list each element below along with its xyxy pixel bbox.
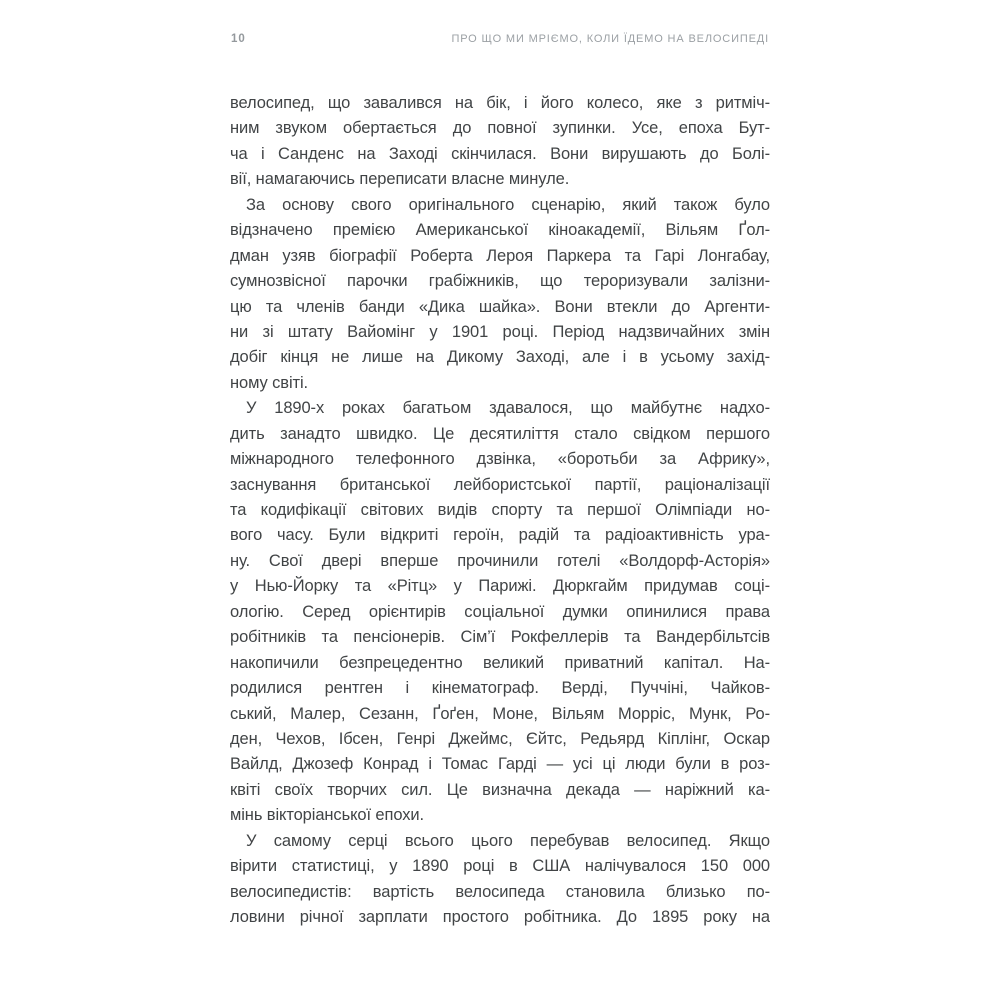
text-line: ський, Малер, Сезанн, Ґоґен, Моне, Вільям Морріс, Мунк, Ро- xyxy=(230,704,770,723)
text-line: сумнозвісної парочки грабіжників, що тероризували залізни- xyxy=(230,272,770,291)
text-line: У самому серці всього цього перебував велосипед. Якщо xyxy=(246,831,770,850)
text-line: робітників та пенсіонерів. Сім’ї Рокфеллерів та Вандербільтсів xyxy=(230,628,770,647)
text-line: добіг кінця не лише на Дикому Заході, але і в усьому захід- xyxy=(230,348,770,367)
text-line: дман узяв біографії Роберта Лероя Паркера та Гарі Лонгабау, xyxy=(230,246,770,265)
text-line: вії, намагаючись переписати власне минуле. xyxy=(230,170,570,189)
text-line: у Нью-Йорку та «Рітц» у Парижі. Дюркгайм придумав соці- xyxy=(230,577,770,596)
text-line: У 1890-х роках багатьом здавалося, що майбутнє надхо- xyxy=(246,399,770,418)
text-line: ден, Чехов, Ібсен, Генрі Джеймс, Єйтс, Редьярд Кіплінг, Оскар xyxy=(230,729,770,748)
running-header: ПРО ЩО МИ МРІЄМО, КОЛИ ЇДЕМО НА ВЕЛОСИПЕДІ xyxy=(451,33,769,45)
text-line: ловини річної зарплати простого робітника. До 1895 року на xyxy=(230,908,770,926)
text-line: вірити статистиці, у 1890 році в США налічувалося 150 000 xyxy=(230,857,770,876)
text-line: велосипедистів: вартість велосипеда становила близько по- xyxy=(230,882,770,901)
text-line: заснування британської лейбористської партії, раціоналізації xyxy=(230,475,770,494)
text-line: накопичили безпрецедентно великий приватний капітал. На- xyxy=(230,653,770,672)
text-line: Вайлд, Джозеф Конрад і Томас Гарді — усі ці люди були в роз- xyxy=(230,755,770,774)
text-line: міжнародного телефонного дзвінка, «боротьби за Африку», xyxy=(230,450,770,469)
text-line: та кодифікації світових видів спорту та першої Олімпіади но- xyxy=(230,501,770,519)
text-line: цю та членів банди «Дика шайка». Вони втекли до Аргенти- xyxy=(230,297,770,316)
text-line: родилися рентген і кінематограф. Верді, Пуччіні, Чайков- xyxy=(230,679,770,698)
text-line: За основу свого оригінального сценарію, який також було xyxy=(246,195,770,214)
text-line: квіті своїх творчих сил. Це визначна декада — наріжний ка- xyxy=(230,780,770,799)
text-line: ни зі штату Вайомінг у 1901 році. Період надзвичайних змін xyxy=(230,322,770,341)
text-line: ча і Санденс на Заході скінчилася. Вони вирушають до Болі- xyxy=(230,144,770,163)
text-line: ному світі. xyxy=(230,373,309,392)
text-line: ним звуком обертається до повної зупинки. Усе, епоха Бут- xyxy=(230,119,770,138)
text-line: ологію. Серед орієнтирів соціальної думки опинилися права xyxy=(230,602,770,621)
text-line: дить занадто швидко. Це десятиліття стало свідком першого xyxy=(230,424,770,443)
text-line: ну. Свої двері вперше прочинили готелі «Волдорф-Асторія» xyxy=(230,551,770,570)
text-line: мінь вікторіанської епохи. xyxy=(230,806,424,825)
page-number: 10 xyxy=(231,33,246,45)
text-line: відзначено премією Американської кіноакадемії, Вільям Ґол- xyxy=(230,221,770,240)
text-line: велосипед, що завалився на бік, і його колесо, яке з ритміч- xyxy=(230,94,770,112)
text-line: вого часу. Були відкриті героїн, радій та радіоактивність ура- xyxy=(230,526,770,545)
body-text xyxy=(230,91,770,930)
